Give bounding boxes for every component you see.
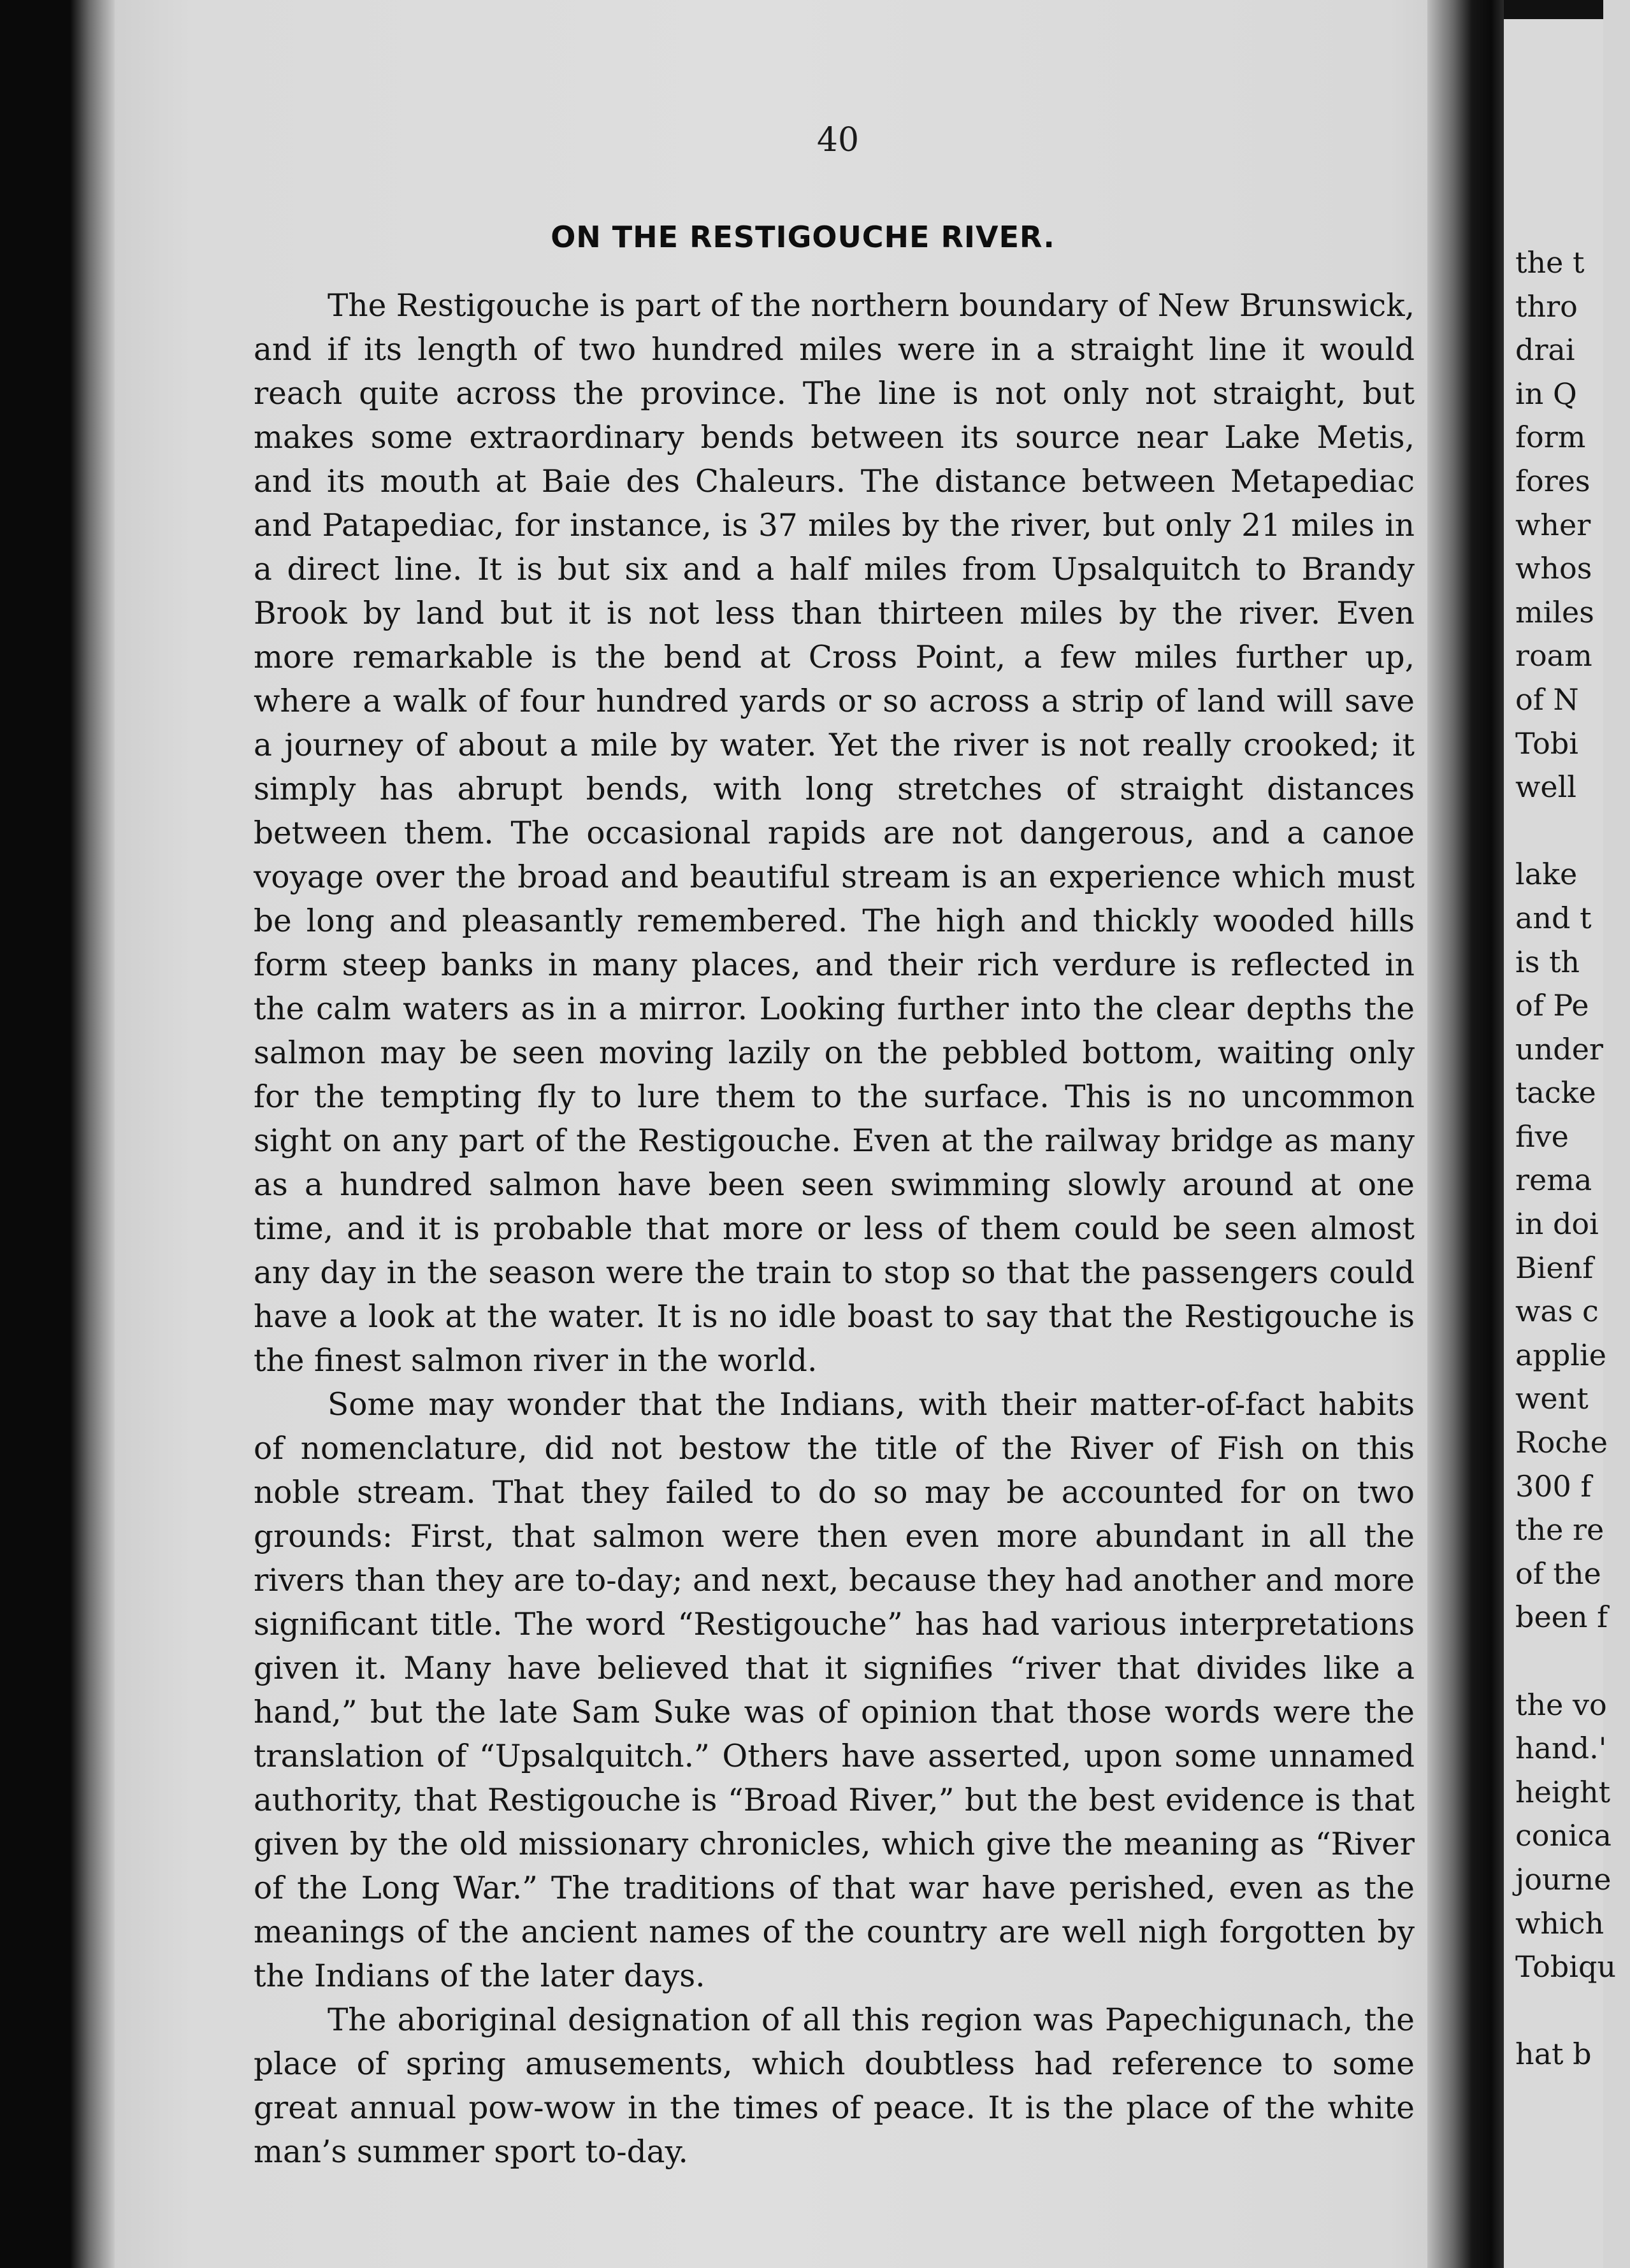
next-page-line: five <box>1515 1119 1569 1154</box>
next-page-line: well <box>1515 770 1577 805</box>
next-page-line: went <box>1515 1381 1589 1416</box>
next-page-line: thro <box>1515 289 1578 324</box>
left-binding-edge <box>0 0 115 2268</box>
next-page-line: Bienf <box>1515 1250 1594 1285</box>
next-page-line: form <box>1515 420 1586 455</box>
next-page-line: hand.' <box>1515 1731 1607 1766</box>
next-page-line: tacke <box>1515 1075 1596 1110</box>
next-page-line: miles <box>1515 594 1594 629</box>
book-gutter <box>1427 0 1504 2268</box>
next-page-line: fores <box>1515 463 1590 498</box>
next-page-line: applie <box>1515 1337 1606 1372</box>
next-page-line: height <box>1515 1774 1611 1809</box>
next-page-line: the re <box>1515 1512 1605 1547</box>
next-page-line <box>1515 809 1630 853</box>
next-page-line: in doi <box>1515 1207 1599 1242</box>
next-page-line: was c <box>1515 1294 1599 1329</box>
next-page-line: of N <box>1515 682 1579 717</box>
next-page-line: of Pe <box>1515 988 1589 1023</box>
next-page-line: in Q <box>1515 376 1577 411</box>
next-page-line: Roche <box>1515 1425 1608 1460</box>
next-page-line: journe <box>1515 1862 1612 1897</box>
next-page-line: hat b <box>1515 2037 1592 2072</box>
next-page-line: been f <box>1515 1600 1608 1635</box>
next-page-line: which <box>1515 1906 1605 1941</box>
scan-border <box>1504 0 1603 19</box>
next-page-line: the vo <box>1515 1687 1607 1722</box>
next-page-line <box>1515 1989 1630 2033</box>
body-text <box>254 284 1415 2174</box>
next-page-line: lake <box>1515 857 1578 892</box>
next-page-line: Tobiqu <box>1515 1949 1617 1984</box>
next-page-line: and t <box>1515 900 1592 935</box>
next-page-line: is th <box>1515 944 1580 979</box>
next-page-line: rema <box>1515 1163 1592 1198</box>
paragraph: Some may wonder that the Indians, with their matter-of-fact habits of nomenclature, did not bestow the title of the River of Fish on this noble stream. That they failed to do so may be accounted for on two grounds: First, that salmon were then even more abundant in all the rivers than they are to-day; and next, because they had another and more significant title. The word “Restigouche” has had various interpretations given it. Many have believed that it signifies “river that divides like a hand,” but the late Sam Suke was of opinion that those words were the translation of “Upsalquitch.” Others have asserted, upon some unnamed authority, that Restigouche is “Broad River,” but the best evidence is that given by the old missionary chronicles, which give the meaning as “River of the Long War.” The traditions of that war have perished, even as the meanings of the ancient names of the country are well nigh forgotten by the Indians of the later days. <box>254 1387 1415 1994</box>
next-page-line: under <box>1515 1031 1603 1066</box>
next-page-line: of the <box>1515 1556 1601 1591</box>
next-page-line <box>1515 1639 1630 1683</box>
next-page-line: whos <box>1515 551 1592 586</box>
next-page-line: 300 f <box>1515 1468 1592 1504</box>
paragraph: The aboriginal designation of all this region was Papechigunach, the place of spring amusements, which doubtless had reference to some great annual pow-wow in the times of peace. It is the place of the white man’s summer sport to-day. <box>254 2002 1415 2170</box>
next-page-line: Tobi <box>1515 726 1578 761</box>
paragraph: The Restigouche is part of the northern boundary of New Brunswick, and if its length of two hundred miles were in a straight line it would reach quite across the province. The line is not only not straight, but makes some extraordinary bends between its source near Lake Metis, and its mouth at Baie des Chaleurs. The distance between Metapediac and Patapediac, for instance, is 37 miles by the river, but only 21 miles in a direct line. It is but six and a half miles from Upsalquitch to Brandy Brook by land but it is not less than thirteen miles by the river. Even more remarkable is the bend at Cross Point, a few miles further up, where a walk of four hundred yards or so across a strip of land will save a journey of about a mile by water. Yet the river is not really crooked; it simply has abrupt bends, with long stretches of straight distances between them. The occasional rapids are not dangerous, and a canoe voyage over the broad and beautiful stream is an experience which must be long and pleasantly remembered. The high and thickly wooded hills form steep banks in many places, and their rich verdure is reflected in the calm waters as in a mirror. Looking further into the clear depths the salmon may be seen moving lazily on the pebbled bottom, waiting only for the tempting fly to lure them to the surface. This is no uncommon sight on any part of the Restigouche. Even at the railway bridge as many as a hundred salmon have been seen swimming slowly around at one time, and it is probable that more or less of them could be seen almost any day in the season were the train to stop so that the passengers could have a look at the water. It is no idle boast to say that the Restigouche is the finest salmon river in the world. <box>254 288 1415 1379</box>
next-page-line: roam <box>1515 638 1592 673</box>
next-page-line: conica <box>1515 1818 1612 1853</box>
next-page-line: the t <box>1515 245 1585 280</box>
chapter-title: ON THE RESTIGOUCHE RIVER. <box>551 220 1055 254</box>
page-number: 40 <box>816 121 860 159</box>
next-page-line: wher <box>1515 507 1591 542</box>
next-page-line: drai <box>1515 333 1575 368</box>
next-page-text-fragments <box>1515 241 1630 2076</box>
